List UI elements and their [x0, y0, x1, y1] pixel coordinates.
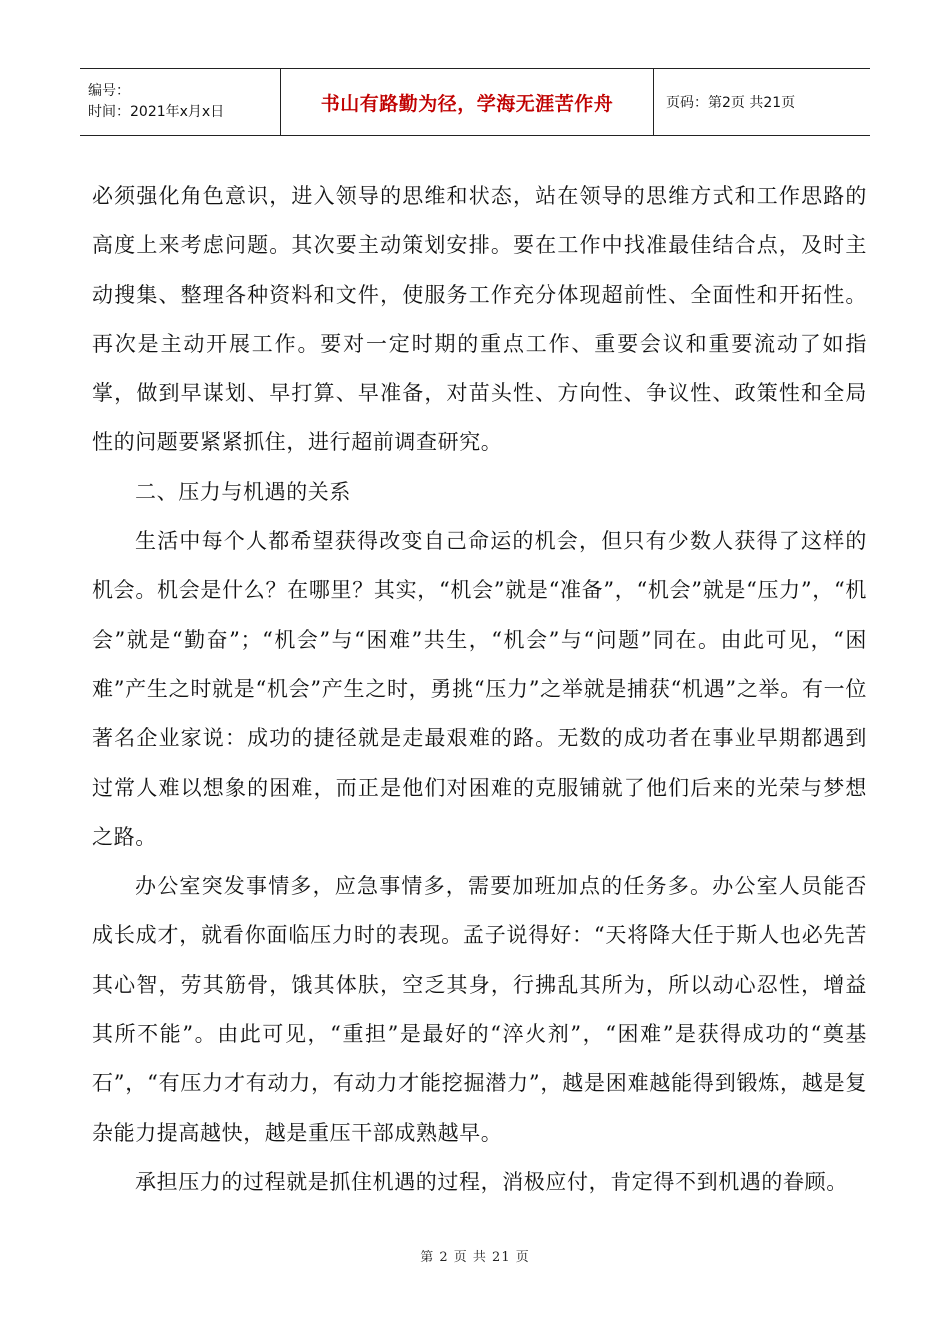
section-heading: 二、压力与机遇的关系 — [135, 479, 351, 504]
paragraph-continued: 必须强化角色意识，进入领导的思维和状态，站在领导的思维方式和工作思路的高度上来考虑问题。其次要主动策划安排。要在工作中找准最佳结合点，及时主动搜集、整理各种资料和文件，使服务工作充分体现超前性、全面性和开拓性。再次是主动开展工作。要对一定时期的重点工作、重要会议和重要流动了如指掌，做到早谋划、早打算、早准备，对苗头性、方向性、争议性、政策性和全局性的问题要紧紧抓住，进行超前调查研究。 — [92, 184, 867, 455]
paragraph: 生活中每个人都希望获得改变自己命运的机会，但只有少数人获得了这样的机会。机会是什么？在哪里？其实，“机会”就是“准备”，“机会”就是“压力”，“机会”就是“勤奋”；“机会”与“困难”共生，“机会”与“问题”同在。由此可见，“困难”产生之时就是“机会”产生之时，勇挑“压力”之举就是捕获“机遇”之举。有一位著名企业家说：成功的捷径就是走最艰难的路。无数的成功者在事业早期都遇到过常人难以想象的困难，而正是他们对困难的克服铺就了他们后来的光荣与梦想之路。 — [92, 529, 867, 849]
page-header — [80, 68, 870, 136]
header-motto: 书山有路勤为径，学海无涯苦作舟 — [281, 69, 654, 135]
document-number-label: 编号： — [88, 83, 130, 99]
paragraph: 办公室突发事情多，应急事情多，需要加班加点的任务多。办公室人员能否成长成才，就看你面临压力时的表现。孟子说得好：“天将降大任于斯人也必先苦其心智，劳其筋骨，饿其体肤，空乏其身，行拂乱其所为，所以动心忍性，增益其所不能”。由此可见，“重担”是最好的“淬火剂”，“困难”是获得成功的“奠基石”，“有压力才有动力，有动力才能挖掘潜力”，越是困难越能得到锻炼，越是复杂能力提高越快，越是重压干部成熟越早。 — [92, 874, 867, 1145]
document-body — [92, 172, 867, 1207]
header-meta — [80, 69, 281, 135]
document-date-label: 时间：2021年x月x日 — [88, 104, 225, 120]
header-page-info: 页码：第2页 共21页 — [666, 95, 796, 111]
page-footer: 第 2 页 共 21 页 — [420, 1250, 530, 1265]
paragraph: 承担压力的过程就是抓住机遇的过程，消极应付，肯定得不到机遇的眷顾。 — [135, 1169, 848, 1194]
